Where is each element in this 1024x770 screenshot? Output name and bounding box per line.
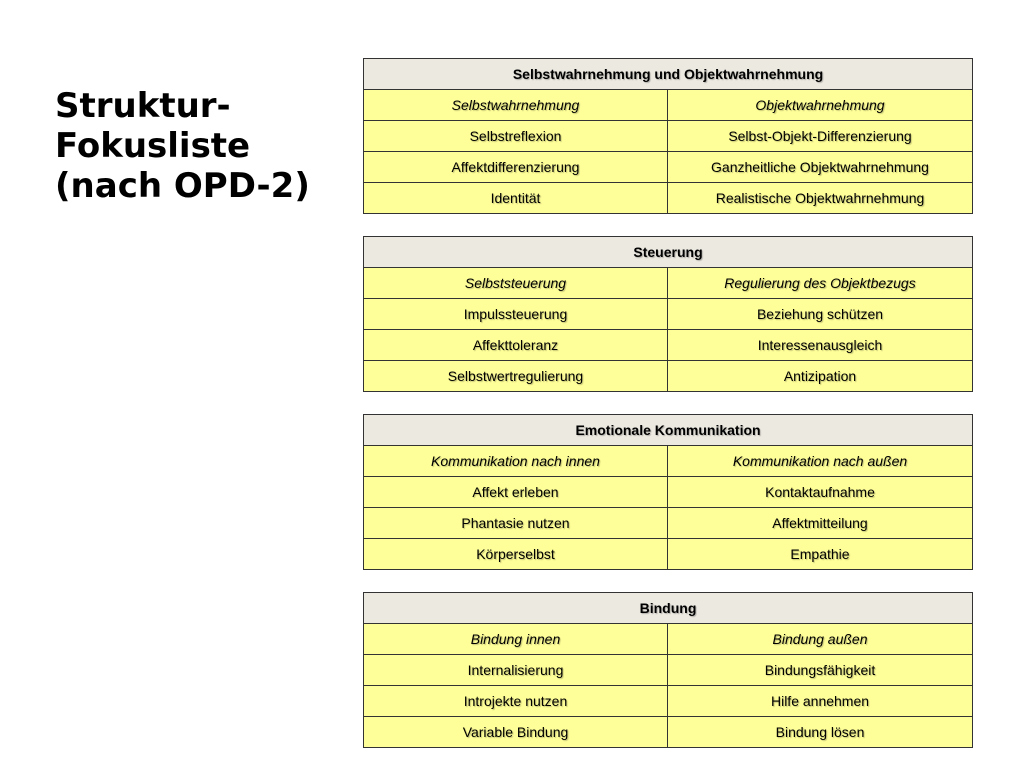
subheader-left: Bindung innen [364, 624, 668, 655]
table-subheader-row [364, 624, 973, 655]
table-row [364, 508, 973, 539]
table-cell: Bindungsfähigkeit [668, 655, 973, 686]
table-row [364, 686, 973, 717]
table-header-row [364, 593, 973, 624]
table-row [364, 655, 973, 686]
table-cell: Beziehung schützen [668, 299, 973, 330]
subheader-left: Kommunikation nach innen [364, 446, 668, 477]
table-row [364, 121, 973, 152]
subheader-right: Objektwahrnehmung [668, 90, 973, 121]
table-row [364, 361, 973, 392]
table-header: Emotionale Kommunikation [364, 415, 973, 446]
table-cell: Hilfe annehmen [668, 686, 973, 717]
table-cell: Phantasie nutzen [364, 508, 668, 539]
table-selbstwahrnehmung [363, 58, 973, 214]
table-cell: Selbstreflexion [364, 121, 668, 152]
table-cell: Antizipation [668, 361, 973, 392]
table-row [364, 539, 973, 570]
table-cell: Affekttoleranz [364, 330, 668, 361]
table-cell: Impulssteuerung [364, 299, 668, 330]
table-cell: Selbst-Objekt-Differenzierung [668, 121, 973, 152]
table-header: Steuerung [364, 237, 973, 268]
table-subheader-row [364, 446, 973, 477]
table-row [364, 330, 973, 361]
table-subheader-row [364, 268, 973, 299]
table-cell: Selbstwertregulierung [364, 361, 668, 392]
table-header-row [364, 59, 973, 90]
table-cell: Affekt erleben [364, 477, 668, 508]
table-cell: Affektdifferenzierung [364, 152, 668, 183]
table-cell: Introjekte nutzen [364, 686, 668, 717]
subheader-left: Selbststeuerung [364, 268, 668, 299]
title-line-1: Struktur- [55, 86, 231, 126]
table-row [364, 183, 973, 214]
table-header-row [364, 237, 973, 268]
focus-tables [363, 58, 972, 770]
table-subheader-row [364, 90, 973, 121]
table-cell: Ganzheitliche Objektwahrnehmung [668, 152, 973, 183]
table-row [364, 477, 973, 508]
table-cell: Kontaktaufnahme [668, 477, 973, 508]
table-cell: Realistische Objektwahrnehmung [668, 183, 973, 214]
title-line-2: Fokusliste [55, 126, 251, 166]
table-bindung [363, 592, 973, 748]
table-steuerung [363, 236, 973, 392]
table-cell: Variable Bindung [364, 717, 668, 748]
table-cell: Affektmitteilung [668, 508, 973, 539]
table-cell: Interessenausgleich [668, 330, 973, 361]
table-row [364, 717, 973, 748]
table-cell: Identität [364, 183, 668, 214]
table-header: Bindung [364, 593, 973, 624]
slide-title [55, 86, 310, 206]
table-row [364, 299, 973, 330]
table-header-row [364, 415, 973, 446]
table-header: Selbstwahrnehmung und Objektwahrnehmung [364, 59, 973, 90]
table-cell: Internalisierung [364, 655, 668, 686]
subheader-right: Kommunikation nach außen [668, 446, 973, 477]
subheader-left: Selbstwahrnehmung [364, 90, 668, 121]
table-cell: Bindung lösen [668, 717, 973, 748]
table-row [364, 152, 973, 183]
title-line-3: (nach OPD-2) [55, 166, 310, 206]
table-cell: Empathie [668, 539, 973, 570]
subheader-right: Bindung außen [668, 624, 973, 655]
subheader-right: Regulierung des Objektbezugs [668, 268, 973, 299]
table-cell: Körperselbst [364, 539, 668, 570]
table-emotionale-kommunikation [363, 414, 973, 570]
